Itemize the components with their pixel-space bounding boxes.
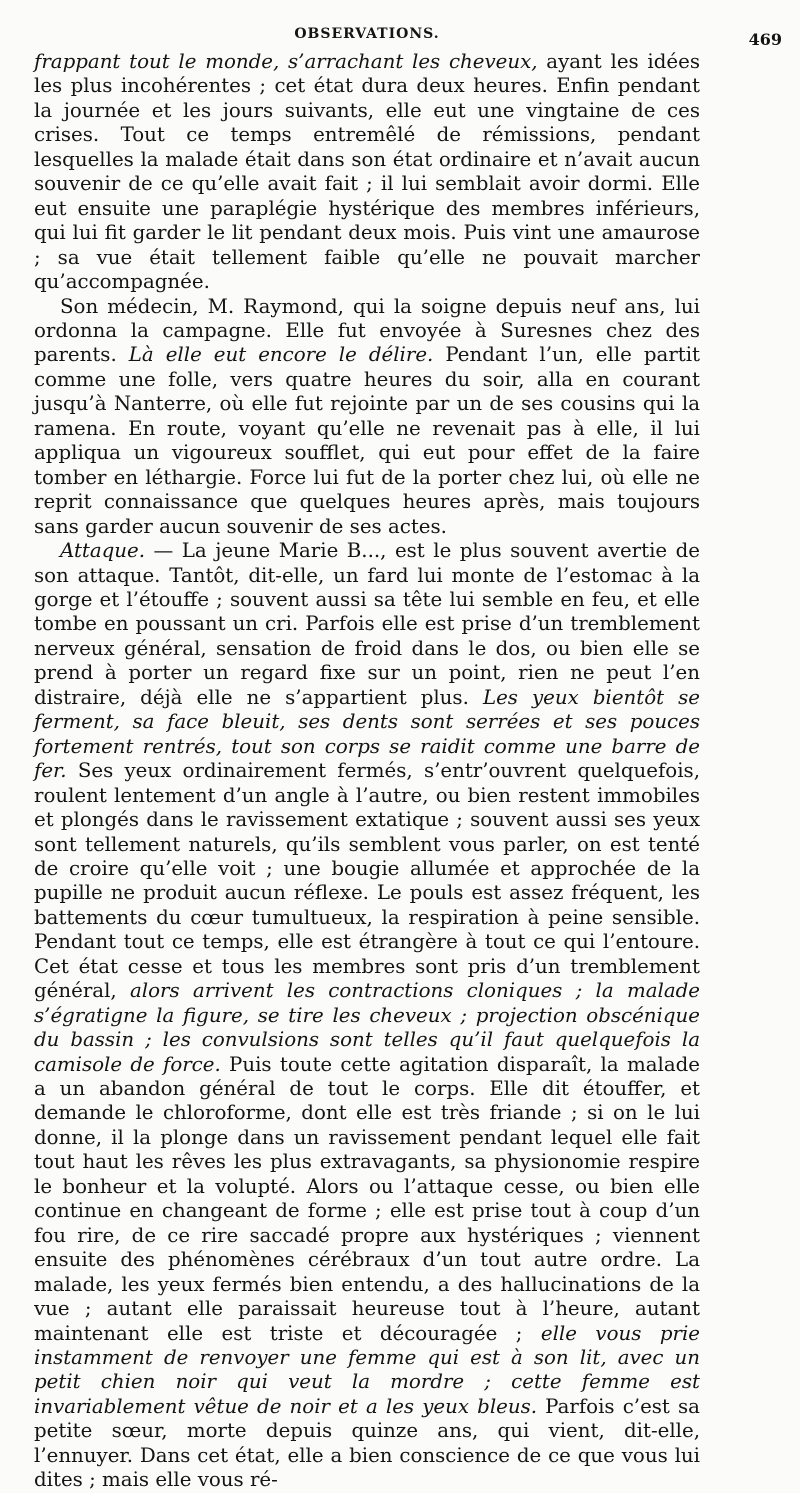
page-number: 469 (748, 30, 782, 49)
italic-segment: elle vous prie instamment de renvoyer une femme qui est à son lit, avec un petit chien noir qui veut la mordre ; cette femme est invariablement vêtue de noir et a les yeux bleus. (34, 1321, 700, 1418)
text-segment: — La jeune Marie B..., est le plus souvent avertie de son attaque. Tantôt, dit-elle, un fard lui monte de l’estomac à la gorge et l’étouffe ; souvent aussi sa tête lui semble en feu, et elle tombe en poussant un cri. Parfois elle est prise d’un tremblement nerveux général, sensation de froid dans le dos, ou bien elle se prend à porter un regard fixe sur un point, rien ne peut l’en distraire, déjà elle ne s’appartient plus. (34, 539, 700, 709)
running-head (34, 14, 782, 50)
italic-segment: Là elle eut encore le délire. (128, 343, 434, 367)
text-segment: ayant les idées les plus incohérentes ; cet état dura deux heures. Enfin pendant la journée et les jours suivants, elle eut une vingtaine de ces crises. Tout ce temps entremêlé de rémissions, pendant lesquelles la malade était dans son état ordinaire et n’avait aucun souvenir de ce qu’elle avait fait ; il lui semblait avoir dormi. Elle eut ensuite une paraplégie hystérique des membres inférieurs, qui lui fit garder le lit pendant deux mois. Puis vint une amaurose ; sa vue était tellement faible qu’elle ne pouvait marcher qu’accompagnée. (34, 50, 700, 294)
paragraph (34, 50, 700, 295)
paragraph (34, 295, 700, 540)
section-heading-attaque: Attaque. (60, 539, 146, 563)
text-segment: Ses yeux ordinairement fermés, s’entr’ouvrent quelquefois, roulent lentement d’un angle à l’autre, ou bien restent immobiles et plongés dans le ravissement extatique ; souvent aussi ses yeux sont tellement naturels, qu’ils semblent vous parler, on est tenté de croire qu’elle voit ; une bougie allumée et approchée de la pupille ne produit aucun réflexe. Le pouls est assez fréquent, les battements du cœur tumultueux, la respiration à peine sensible. Pendant tout ce temps, elle est étrangère à tout ce qui l’entoure. Cet état cesse et tous les membres sont pris d’un tremblement général, (34, 759, 700, 1003)
italic-segment: Les yeux bientôt se ferment, sa face bleuit, ses dents sont serrées et ses pouces fortement rentrés, tout son corps se raidit comme une barre de fer. (34, 685, 700, 783)
text-segment: Parfois c’est sa petite sœur, morte depuis quinze ans, qui vient, dit-elle, l’ennuyer. Dans cet état, elle a bien conscience de ce que vous lui dites ; mais elle vous ré- (34, 1394, 700, 1492)
text-segment: Pendant l’un, elle partit comme une folle, vers quatre heures du soir, alla en courant jusqu’à Nanterre, où elle fut rejointe par un de ses cousins qui la ramena. En route, voyant qu’elle ne revenait pas à elle, il lui appliqua un vigoureux soufflet, qui eut pour effet de la faire tomber en léthargie. Force lui fut de la porter chez lui, où elle ne reprit connaissance que quelques heures après, mais toujours sans garder aucun souvenir de ses actes. (34, 343, 700, 538)
italic-segment: frappant tout le monde, s’arrachant les cheveux, (34, 50, 538, 73)
text-segment: Puis toute cette agitation disparaît, la malade a un abandon général de tout le corps. Elle dit étouffer, et demande le chloroforme, dont elle est très friande ; si on le lui donne, il la plonge dans un ravissement pendant lequel elle fait tout haut les rêves les plus extravagants, sa physionomie respire le bonheur et la volupté. Alors ou l’attaque cesse, ou bien elle continue en changeant de forme ; elle est prise tout à coup d’un fou rire, de ce rire saccadé propre aux hystériques ; viennent ensuite des phénomènes cérébraux d’un tout autre ordre. La malade, les yeux fermés bien entendu, a des hallucinations de la vue ; autant elle paraissait heureuse tout à l’heure, autant maintenant elle est triste et découragée ; (34, 1052, 700, 1345)
italic-segment: alors arrivent les contractions cloniques ; la malade s’égratigne la figure, se tire les cheveux ; projection obscénique du bassin ; les convulsions sont telles qu’il faut quelquefois la camisole de force. (34, 979, 700, 1076)
body-text (34, 50, 700, 1493)
paragraph (34, 539, 700, 1493)
running-title: OBSERVATIONS. (294, 26, 440, 42)
text-segment: Son médecin, M. Raymond, qui la soigne depuis neuf ans, lui ordonna la campagne. Elle fut envoyée à Suresnes chez des parents. (34, 294, 700, 367)
